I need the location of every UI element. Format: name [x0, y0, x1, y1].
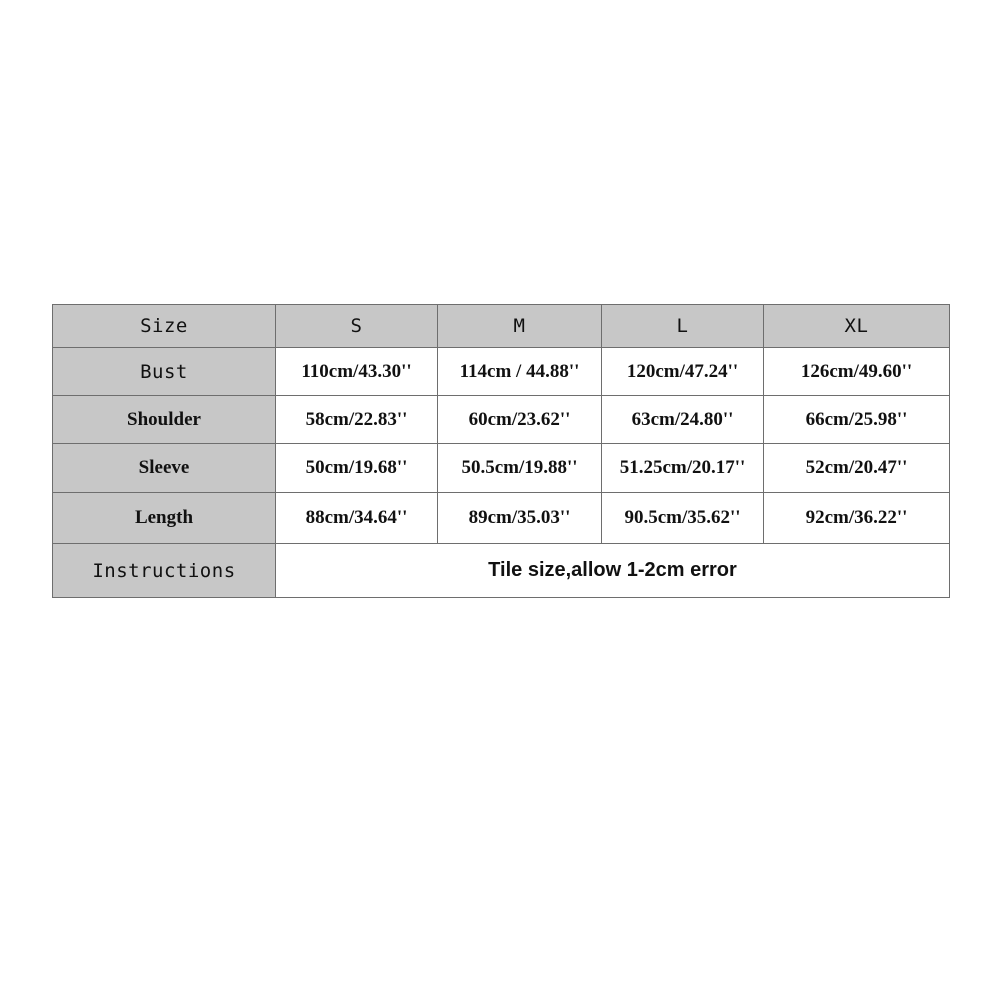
table-row-sleeve	[53, 444, 950, 493]
size-l-header: L	[602, 305, 764, 348]
table-row-shoulder	[53, 396, 950, 444]
table-cell: 88cm/34.64''	[276, 493, 438, 544]
row-label-shoulder: Shoulder	[53, 396, 276, 444]
instructions-text-cell	[276, 544, 950, 598]
table-cell: 60cm/23.62''	[438, 396, 602, 444]
table-cell: 63cm/24.80''	[602, 396, 764, 444]
table-row-bust	[53, 348, 950, 396]
table-cell: 110cm/43.30''	[276, 348, 438, 396]
size-xl-header: XL	[764, 305, 950, 348]
table-cell: 50cm/19.68''	[276, 444, 438, 493]
table-cell: 90.5cm/35.62''	[602, 493, 764, 544]
table-cell: 89cm/35.03''	[438, 493, 602, 544]
table-cell: 52cm/20.47''	[764, 444, 950, 493]
row-label-bust: Bust	[53, 348, 276, 396]
row-label-instructions: Instructions	[53, 544, 276, 598]
size-m-header: M	[438, 305, 602, 348]
table-cell: 51.25cm/20.17''	[602, 444, 764, 493]
table-header-row	[53, 305, 950, 348]
table-row-length	[53, 493, 950, 544]
table-row-instructions	[53, 544, 950, 598]
size-header-label: Size	[53, 305, 276, 348]
table-cell: 66cm/25.98''	[764, 396, 950, 444]
row-label-sleeve: Sleeve	[53, 444, 276, 493]
table-cell: 58cm/22.83''	[276, 396, 438, 444]
row-label-length: Length	[53, 493, 276, 544]
table-cell: 50.5cm/19.88''	[438, 444, 602, 493]
table-cell: 92cm/36.22''	[764, 493, 950, 544]
table-cell: 114cm / 44.88''	[438, 348, 602, 396]
instructions-text: Tile size,allow 1-2cm error	[488, 559, 737, 581]
table-cell: 120cm/47.24''	[602, 348, 764, 396]
size-s-header: S	[276, 305, 438, 348]
table-cell: 126cm/49.60''	[764, 348, 950, 396]
size-chart-table	[52, 304, 950, 598]
